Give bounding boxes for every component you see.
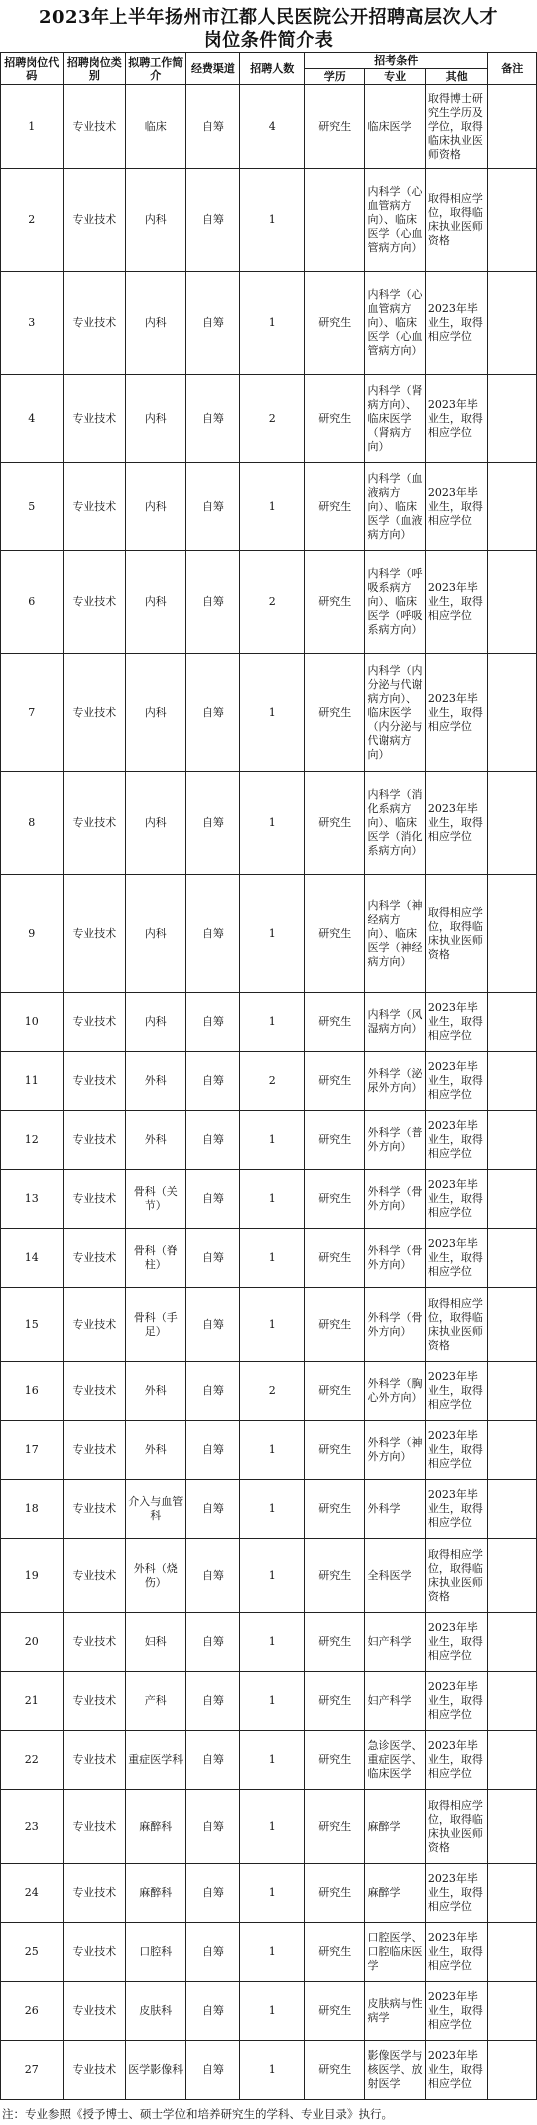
cell-code: 5 [1,463,64,551]
header-major: 专业 [365,69,425,85]
cell-other: 2023年毕业生，取得相应学位 [425,772,488,875]
cell-code: 26 [1,1982,64,2041]
cell-dept: 骨科（手足） [126,1288,186,1362]
table-row [1,1052,537,1111]
cell-funding: 自筹 [186,272,240,375]
header-funding: 经费渠道 [186,53,240,85]
cell-category: 专业技术 [63,654,126,772]
cell-remark [488,875,537,993]
cell-code: 21 [1,1672,64,1731]
cell-count: 1 [240,2041,305,2100]
cell-other: 2023年毕业生，取得相应学位 [425,993,488,1052]
cell-major: 麻醉学 [365,1790,425,1864]
table-row [1,1982,537,2041]
cell-dept: 外科 [126,1362,186,1421]
cell-major: 麻醉学 [365,1864,425,1923]
cell-education: 研究生 [305,993,365,1052]
cell-other: 取得相应学位，取得临床执业医师资格 [425,169,488,272]
cell-other: 2023年毕业生，取得相应学位 [425,654,488,772]
cell-code: 10 [1,993,64,1052]
cell-count: 1 [240,1790,305,1864]
cell-major: 内科学（内分泌与代谢病方向）、临床医学（内分泌与代谢病方向） [365,654,425,772]
cell-dept: 骨科（脊柱） [126,1229,186,1288]
cell-other: 2023年毕业生，取得相应学位 [425,551,488,654]
cell-category: 专业技术 [63,1229,126,1288]
cell-education: 研究生 [305,1288,365,1362]
cell-funding: 自筹 [186,1790,240,1864]
cell-dept: 内科 [126,654,186,772]
table-row [1,1923,537,1982]
cell-category: 专业技术 [63,1672,126,1731]
cell-education: 研究生 [305,375,365,463]
title-line-1: 2023年上半年扬州市江都人民医院公开招聘高层次人才 [38,7,499,28]
cell-funding: 自筹 [186,1288,240,1362]
cell-count: 1 [240,1672,305,1731]
table-row [1,1170,537,1229]
cell-count: 2 [240,375,305,463]
cell-major: 外科学（普外方向） [365,1111,425,1170]
cell-funding: 自筹 [186,551,240,654]
cell-dept: 口腔科 [126,1923,186,1982]
cell-other: 2023年毕业生，取得相应学位 [425,1672,488,1731]
cell-major: 外科学 [365,1480,425,1539]
cell-education: 研究生 [305,1170,365,1229]
cell-remark [488,654,537,772]
cell-category: 专业技术 [63,1052,126,1111]
cell-funding: 自筹 [186,1923,240,1982]
cell-code: 1 [1,85,64,169]
cell-count: 2 [240,551,305,654]
cell-funding: 自筹 [186,1362,240,1421]
header-conditions: 招考条件 [305,53,488,69]
cell-count: 1 [240,772,305,875]
cell-education: 研究生 [305,463,365,551]
cell-code: 16 [1,1362,64,1421]
cell-funding: 自筹 [186,1421,240,1480]
cell-count: 1 [240,169,305,272]
cell-category: 专业技术 [63,875,126,993]
cell-funding: 自筹 [186,1170,240,1229]
table-row [1,1421,537,1480]
cell-dept: 麻醉科 [126,1864,186,1923]
cell-category: 专业技术 [63,85,126,169]
cell-education: 研究生 [305,1229,365,1288]
table-row [1,169,537,272]
cell-funding: 自筹 [186,1864,240,1923]
header-remark: 备注 [488,53,537,85]
cell-other: 取得相应学位，取得临床执业医师资格 [425,1539,488,1613]
cell-remark [488,2041,537,2100]
cell-count: 1 [240,1480,305,1539]
cell-remark [488,1539,537,1613]
cell-category: 专业技术 [63,1613,126,1672]
cell-remark [488,1672,537,1731]
cell-code: 17 [1,1421,64,1480]
cell-dept: 重症医学科 [126,1731,186,1790]
cell-major: 妇产科学 [365,1613,425,1672]
cell-code: 13 [1,1170,64,1229]
table-row [1,1672,537,1731]
cell-dept: 外科 [126,1421,186,1480]
cell-category: 专业技术 [63,1362,126,1421]
table-row [1,551,537,654]
table-row [1,1362,537,1421]
cell-dept: 医学影像科 [126,2041,186,2100]
cell-category: 专业技术 [63,169,126,272]
table-row [1,1864,537,1923]
cell-funding: 自筹 [186,375,240,463]
cell-education: 研究生 [305,1672,365,1731]
cell-major: 临床医学 [365,85,425,169]
cell-code: 6 [1,551,64,654]
cell-education: 研究生 [305,1052,365,1111]
cell-category: 专业技术 [63,463,126,551]
table-row [1,993,537,1052]
table-row [1,1480,537,1539]
cell-dept: 产科 [126,1672,186,1731]
cell-funding: 自筹 [186,1731,240,1790]
cell-code: 8 [1,772,64,875]
cell-category: 专业技术 [63,1864,126,1923]
cell-remark [488,1229,537,1288]
cell-count: 2 [240,1362,305,1421]
cell-other: 2023年毕业生，取得相应学位 [425,1864,488,1923]
cell-count: 1 [240,1982,305,2041]
cell-dept: 介入与血管科 [126,1480,186,1539]
cell-funding: 自筹 [186,2041,240,2100]
cell-count: 4 [240,85,305,169]
cell-count: 1 [240,1229,305,1288]
cell-major: 外科学（神外方向） [365,1421,425,1480]
cell-remark [488,1170,537,1229]
cell-code: 25 [1,1923,64,1982]
title-line-2: 岗位条件简介表 [203,30,334,51]
cell-dept: 内科 [126,875,186,993]
cell-dept: 外科 [126,1052,186,1111]
table-row [1,1288,537,1362]
cell-count: 1 [240,272,305,375]
cell-education: 研究生 [305,875,365,993]
cell-other: 取得博士研究生学历及学位，取得临床执业医师资格 [425,85,488,169]
cell-count: 1 [240,1111,305,1170]
cell-count: 1 [240,1170,305,1229]
cell-funding: 自筹 [186,875,240,993]
cell-other: 2023年毕业生，取得相应学位 [425,1982,488,2041]
cell-other: 取得相应学位，取得临床执业医师资格 [425,1288,488,1362]
cell-category: 专业技术 [63,272,126,375]
cell-count: 1 [240,654,305,772]
cell-other: 2023年毕业生，取得相应学位 [425,1421,488,1480]
cell-major: 口腔医学、口腔临床医学 [365,1923,425,1982]
cell-major: 外科学（骨外方向） [365,1229,425,1288]
cell-count: 1 [240,1731,305,1790]
table-row [1,375,537,463]
cell-education: 研究生 [305,1480,365,1539]
cell-remark [488,375,537,463]
cell-count: 1 [240,1421,305,1480]
cell-funding: 自筹 [186,85,240,169]
cell-remark [488,1052,537,1111]
cell-funding: 自筹 [186,1539,240,1613]
header-other: 其他 [425,69,488,85]
cell-code: 15 [1,1288,64,1362]
cell-code: 9 [1,875,64,993]
cell-other: 2023年毕业生，取得相应学位 [425,463,488,551]
cell-category: 专业技术 [63,1731,126,1790]
cell-funding: 自筹 [186,1480,240,1539]
cell-education [305,169,365,272]
cell-remark [488,1923,537,1982]
cell-other: 2023年毕业生，取得相应学位 [425,272,488,375]
cell-major: 内科学（心血管病方向）、临床医学（心血管病方向） [365,272,425,375]
cell-dept: 内科 [126,772,186,875]
cell-dept: 皮肤科 [126,1982,186,2041]
cell-education: 研究生 [305,1731,365,1790]
cell-major: 全科医学 [365,1539,425,1613]
cell-education: 研究生 [305,85,365,169]
cell-major: 内科学（神经病方向）、临床医学（神经病方向） [365,875,425,993]
cell-education: 研究生 [305,772,365,875]
cell-funding: 自筹 [186,169,240,272]
cell-count: 1 [240,993,305,1052]
cell-remark [488,1864,537,1923]
cell-education: 研究生 [305,1421,365,1480]
cell-code: 19 [1,1539,64,1613]
cell-code: 22 [1,1731,64,1790]
cell-funding: 自筹 [186,654,240,772]
cell-category: 专业技术 [63,1421,126,1480]
cell-other: 2023年毕业生，取得相应学位 [425,1731,488,1790]
cell-education: 研究生 [305,272,365,375]
cell-major: 外科学（泌尿外方向） [365,1052,425,1111]
cell-funding: 自筹 [186,772,240,875]
cell-funding: 自筹 [186,993,240,1052]
cell-category: 专业技术 [63,1170,126,1229]
cell-funding: 自筹 [186,1672,240,1731]
table-body [1,85,537,2100]
footnote: 注：专业参照《授予博士、硕士学位和培养研究生的学科、专业目录》执行。 [2,2107,393,2121]
cell-major: 内科学（呼吸系病方向）、临床医学（呼吸系病方向） [365,551,425,654]
cell-remark [488,1288,537,1362]
cell-remark [488,1480,537,1539]
cell-other: 取得相应学位，取得临床执业医师资格 [425,1790,488,1864]
table-row [1,772,537,875]
cell-category: 专业技术 [63,1923,126,1982]
cell-remark [488,1731,537,1790]
cell-category: 专业技术 [63,1111,126,1170]
cell-remark [488,1613,537,1672]
cell-count: 1 [240,1613,305,1672]
cell-code: 4 [1,375,64,463]
cell-remark [488,551,537,654]
cell-code: 23 [1,1790,64,1864]
cell-count: 1 [240,1288,305,1362]
cell-dept: 内科 [126,551,186,654]
cell-remark [488,85,537,169]
header-category: 招聘岗位类别 [63,53,126,85]
cell-other: 2023年毕业生，取得相应学位 [425,1923,488,1982]
cell-count: 1 [240,1864,305,1923]
cell-category: 专业技术 [63,1480,126,1539]
cell-category: 专业技术 [63,1790,126,1864]
cell-education: 研究生 [305,1923,365,1982]
cell-funding: 自筹 [186,1052,240,1111]
cell-count: 1 [240,875,305,993]
cell-category: 专业技术 [63,2041,126,2100]
table-row [1,85,537,169]
header-dept: 拟聘工作简介 [126,53,186,85]
cell-code: 14 [1,1229,64,1288]
cell-category: 专业技术 [63,1539,126,1613]
cell-dept: 麻醉科 [126,1790,186,1864]
cell-remark [488,1111,537,1170]
cell-major: 外科学（骨外方向） [365,1288,425,1362]
cell-major: 影像医学与核医学、放射医学 [365,2041,425,2100]
header-count: 招聘人数 [240,53,305,85]
table-row [1,875,537,993]
cell-dept: 内科 [126,993,186,1052]
cell-other: 2023年毕业生，取得相应学位 [425,375,488,463]
cell-code: 7 [1,654,64,772]
cell-category: 专业技术 [63,993,126,1052]
cell-education: 研究生 [305,1111,365,1170]
cell-other: 2023年毕业生，取得相应学位 [425,1170,488,1229]
cell-remark [488,1790,537,1864]
document-title [0,0,537,52]
header-code: 招聘岗位代码 [1,53,64,85]
cell-dept: 内科 [126,272,186,375]
cell-other: 2023年毕业生，取得相应学位 [425,1052,488,1111]
cell-education: 研究生 [305,2041,365,2100]
recruitment-table [0,52,537,2100]
cell-major: 外科学（骨外方向） [365,1170,425,1229]
cell-code: 11 [1,1052,64,1111]
cell-category: 专业技术 [63,375,126,463]
cell-funding: 自筹 [186,1229,240,1288]
cell-category: 专业技术 [63,551,126,654]
table-row [1,272,537,375]
cell-remark [488,1362,537,1421]
header-education: 学历 [305,69,365,85]
cell-other: 2023年毕业生，取得相应学位 [425,1229,488,1288]
cell-remark [488,169,537,272]
cell-education: 研究生 [305,654,365,772]
cell-category: 专业技术 [63,772,126,875]
cell-remark [488,463,537,551]
cell-education: 研究生 [305,1539,365,1613]
table-row [1,2041,537,2100]
cell-category: 专业技术 [63,1288,126,1362]
cell-other: 2023年毕业生，取得相应学位 [425,1111,488,1170]
cell-major: 内科学（血液病方向）、临床医学（血液病方向） [365,463,425,551]
cell-major: 内科学（消化系病方向）、临床医学（消化系病方向） [365,772,425,875]
cell-code: 3 [1,272,64,375]
cell-dept: 外科（烧伤） [126,1539,186,1613]
cell-major: 内科学（心血管病方向）、临床医学（心血管病方向） [365,169,425,272]
cell-category: 专业技术 [63,1982,126,2041]
table-row [1,463,537,551]
cell-funding: 自筹 [186,463,240,551]
cell-dept: 内科 [126,463,186,551]
cell-education: 研究生 [305,1864,365,1923]
cell-education: 研究生 [305,1790,365,1864]
cell-code: 2 [1,169,64,272]
cell-count: 1 [240,1923,305,1982]
cell-major: 急诊医学、重症医学、临床医学 [365,1731,425,1790]
cell-education: 研究生 [305,551,365,654]
cell-funding: 自筹 [186,1111,240,1170]
cell-count: 1 [240,463,305,551]
cell-funding: 自筹 [186,1982,240,2041]
cell-remark [488,772,537,875]
cell-funding: 自筹 [186,1613,240,1672]
cell-major: 外科学（胸心外方向） [365,1362,425,1421]
cell-other: 取得相应学位，取得临床执业医师资格 [425,875,488,993]
table-row [1,1613,537,1672]
table-row [1,1731,537,1790]
table-row [1,1111,537,1170]
cell-count: 2 [240,1052,305,1111]
cell-education: 研究生 [305,1982,365,2041]
cell-other: 2023年毕业生，取得相应学位 [425,1480,488,1539]
table-row [1,654,537,772]
cell-dept: 内科 [126,375,186,463]
cell-remark [488,1421,537,1480]
cell-other: 2023年毕业生，取得相应学位 [425,1362,488,1421]
cell-dept: 骨科（关节） [126,1170,186,1229]
cell-dept: 临床 [126,85,186,169]
cell-remark [488,1982,537,2041]
cell-remark [488,272,537,375]
cell-major: 内科学（风湿病方向） [365,993,425,1052]
cell-code: 20 [1,1613,64,1672]
table-row [1,1229,537,1288]
cell-major: 妇产科学 [365,1672,425,1731]
cell-count: 1 [240,1539,305,1613]
cell-code: 12 [1,1111,64,1170]
cell-remark [488,993,537,1052]
cell-major: 皮肤病与性病学 [365,1982,425,2041]
cell-other: 2023年毕业生，取得相应学位 [425,2041,488,2100]
cell-code: 24 [1,1864,64,1923]
table-row [1,1539,537,1613]
cell-code: 27 [1,2041,64,2100]
table-row [1,1790,537,1864]
cell-code: 18 [1,1480,64,1539]
cell-dept: 内科 [126,169,186,272]
cell-education: 研究生 [305,1362,365,1421]
cell-major: 内科学（肾病方向）、临床医学（肾病方向） [365,375,425,463]
cell-dept: 外科 [126,1111,186,1170]
cell-dept: 妇科 [126,1613,186,1672]
cell-education: 研究生 [305,1613,365,1672]
cell-other: 2023年毕业生，取得相应学位 [425,1613,488,1672]
